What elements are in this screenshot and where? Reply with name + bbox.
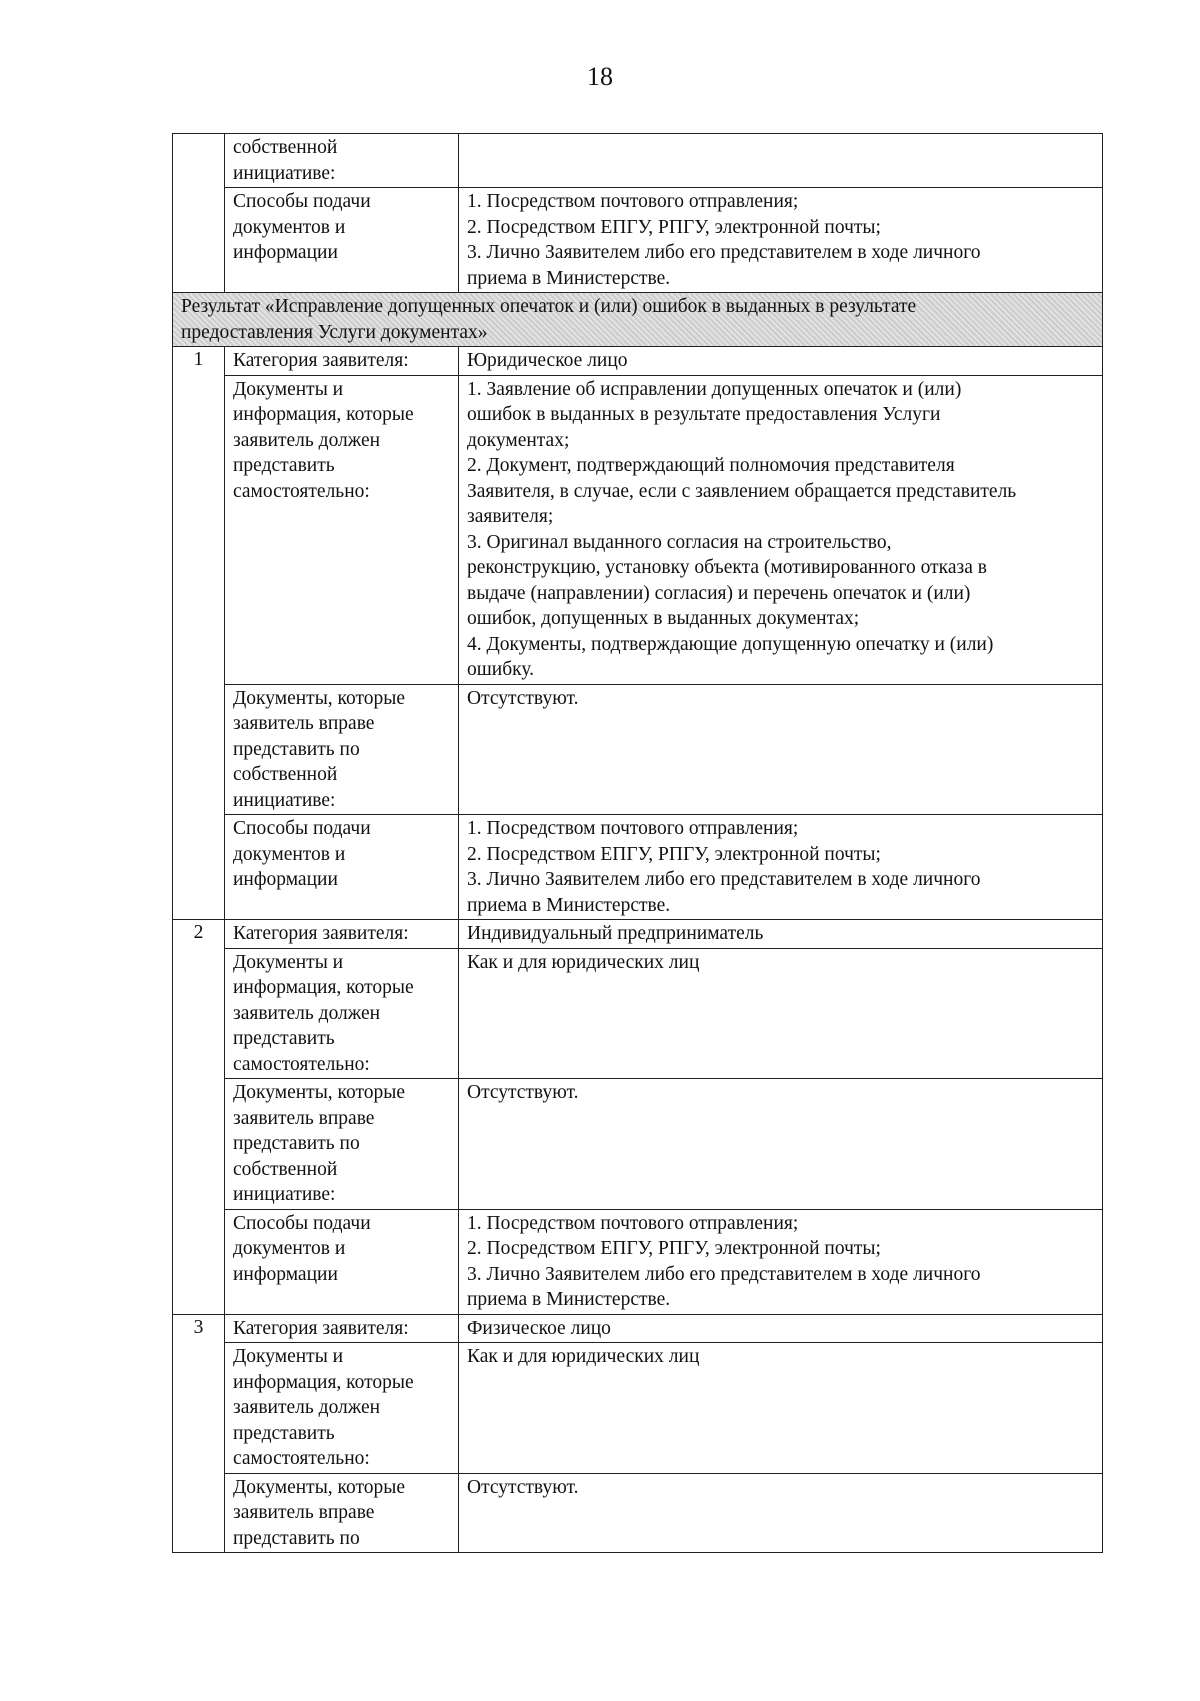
table-row — [173, 1343, 1103, 1474]
row-label: Документы, которые заявитель вправе представить по — [225, 1473, 459, 1553]
row-value: 1. Заявление об исправлении допущенных опечаток и (или) ошибок в выданных в результате предоставления Услуги документах; 2. Документ, подтверждающий полномочия представителя Заявителя, в случае, если с заявлением обращается представитель заявителя; 3. Оригинал выданного согласия на строительство, реконструкцию, установку объекта (мотивированного отказа в выдаче (направлении) согласия) и перечень опечаток и (или) ошибок, допущенных в выданных документах; 4. Документы, подтверждающие допущенную опечатку и (или) ошибку. — [459, 375, 1103, 684]
page-number: 18 — [587, 62, 613, 91]
table-row — [173, 684, 1103, 815]
row-value: Юридическое лицо — [459, 347, 1103, 376]
document-table — [172, 133, 1103, 1553]
row-value: Отсутствуют. — [459, 684, 1103, 815]
section-header: Результат «Исправление допущенных опечаток и (или) ошибок в выданных в результате предоставления Услуги документах» — [173, 293, 1103, 347]
row-value — [459, 134, 1103, 188]
row-number-cell — [173, 375, 225, 920]
table-row — [173, 815, 1103, 920]
row-label: Документы, которые заявитель вправе представить по собственной инициативе: — [225, 1079, 459, 1210]
row-value: Индивидуальный предприниматель — [459, 920, 1103, 949]
table-row — [173, 188, 1103, 293]
row-value: 1. Посредством почтового отправления; 2. Посредством ЕПГУ, РПГУ, электронной почты; 3. Лично Заявителем либо его представителем в ходе личного приема в Министерстве. — [459, 815, 1103, 920]
row-label: Категория заявителя: — [225, 347, 459, 376]
row-number: 3 — [173, 1314, 225, 1343]
row-value: Как и для юридических лиц — [459, 948, 1103, 1079]
table-row — [173, 134, 1103, 188]
table-row — [173, 1209, 1103, 1314]
row-value: Как и для юридических лиц — [459, 1343, 1103, 1474]
row-number: 1 — [173, 347, 225, 376]
row-label: Документы и информация, которые заявитель должен представить самостоятельно: — [225, 948, 459, 1079]
row-number: 2 — [173, 920, 225, 949]
row-label: Категория заявителя: — [225, 1314, 459, 1343]
row-number-cell — [173, 948, 225, 1314]
row-value: Отсутствуют. — [459, 1079, 1103, 1210]
row-label: собственной инициативе: — [225, 134, 459, 188]
table-row — [173, 920, 1103, 949]
section-header-row — [173, 293, 1103, 347]
row-label: Документы и информация, которые заявитель должен представить самостоятельно: — [225, 375, 459, 684]
row-label: Категория заявителя: — [225, 920, 459, 949]
table-row — [173, 375, 1103, 684]
table-row — [173, 948, 1103, 1079]
table-row — [173, 347, 1103, 376]
row-label: Способы подачи документов и информации — [225, 815, 459, 920]
table-row — [173, 1314, 1103, 1343]
row-number-cell — [173, 134, 225, 293]
row-value: 1. Посредством почтового отправления; 2. Посредством ЕПГУ, РПГУ, электронной почты; 3. Лично Заявителем либо его представителем в ходе личного приема в Министерстве. — [459, 188, 1103, 293]
table-row — [173, 1079, 1103, 1210]
row-label: Способы подачи документов и информации — [225, 1209, 459, 1314]
table-row — [173, 1473, 1103, 1553]
row-number-cell — [173, 1343, 225, 1553]
row-value: 1. Посредством почтового отправления; 2. Посредством ЕПГУ, РПГУ, электронной почты; 3. Лично Заявителем либо его представителем в ходе личного приема в Министерстве. — [459, 1209, 1103, 1314]
row-label: Документы, которые заявитель вправе представить по собственной инициативе: — [225, 684, 459, 815]
row-value: Отсутствуют. — [459, 1473, 1103, 1553]
row-label: Документы и информация, которые заявитель должен представить самостоятельно: — [225, 1343, 459, 1474]
row-value: Физическое лицо — [459, 1314, 1103, 1343]
row-label: Способы подачи документов и информации — [225, 188, 459, 293]
